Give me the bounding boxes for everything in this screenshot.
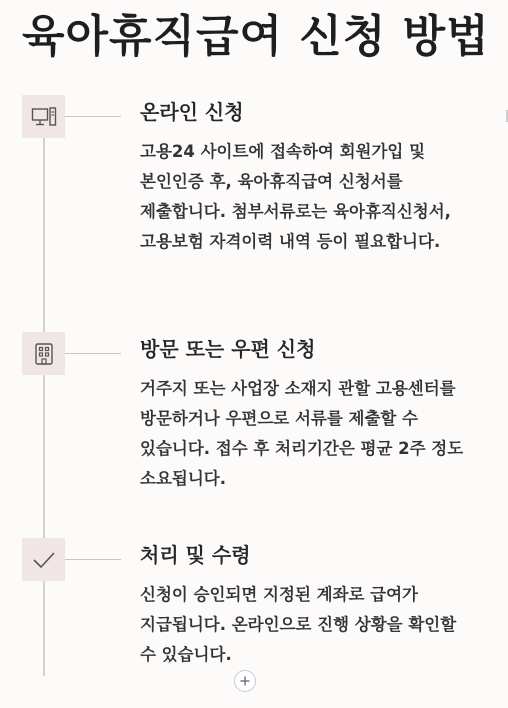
step-description: 거주지 또는 사업장 소재지 관할 고용센터를 방문하거나 우편으로 서류를 제출할 수 있습니다. 접수 후 처리기간은 평균 2주 정도 소요됩니다. <box>140 379 464 488</box>
step-connector <box>65 116 121 117</box>
step-connector <box>65 353 121 354</box>
computer-icon <box>22 95 65 138</box>
step-description: 고용24 사이트에 접속하여 회원가입 및 본인인증 후, 육아휴직급여 신청서를 제출합니다. 첨부서류로는 육아휴직신청서, 고용보험 자격이력 내역 등이 필요합니다. <box>140 142 451 251</box>
building-icon <box>22 332 65 375</box>
timeline-line <box>43 102 45 676</box>
step-title: 처리 및 수령 <box>140 543 251 567</box>
step-connector <box>65 559 121 560</box>
step-description: 신청이 승인되면 지정된 계좌로 급여가 지급됩니다. 온라인으로 진행 상황을 확인할 수 있습니다. <box>140 585 457 664</box>
page-title: 육아휴직급여 신청 방법 <box>22 11 490 62</box>
plus-icon <box>239 675 251 687</box>
step-title: 온라인 신청 <box>140 100 244 124</box>
add-block-button[interactable] <box>234 670 256 692</box>
step-title: 방문 또는 우편 신청 <box>140 337 316 361</box>
check-icon <box>22 538 65 581</box>
